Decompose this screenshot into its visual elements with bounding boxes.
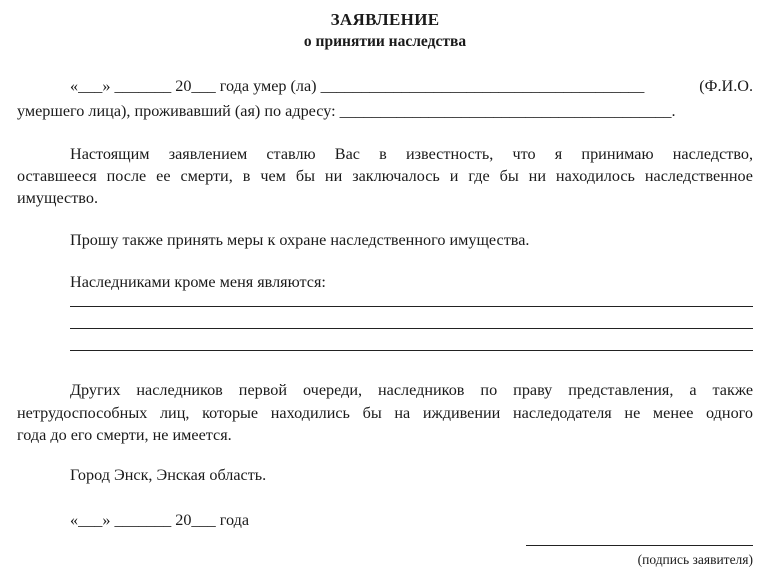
heirs-blank-line-3: [70, 350, 753, 351]
paragraph-1-line-1: Настоящим заявлением ставлю Вас в известность, что я принимаю наследство,: [70, 145, 753, 163]
paragraph-3-line-3: года до его смерти, не имеется.: [17, 426, 232, 444]
paragraph-1-line-3: имущество.: [17, 189, 98, 207]
document-subtitle: о принятии наследства: [303, 33, 467, 50]
paragraph-3-line-1: Других наследников первой очереди, наследников по праву представления, а также: [70, 381, 753, 399]
heirs-label: Наследниками кроме меня являются:: [70, 273, 326, 291]
intro-line-1-text: «___» _______ 20___ года умер (ла) ________________________________________: [70, 77, 645, 95]
city-line: Город Энск, Энская область.: [70, 466, 267, 484]
application-document: [17, 0, 753, 584]
intro-line-1-fio-label: (Ф.И.О.: [699, 77, 753, 95]
intro-line-1: [17, 76, 753, 96]
paragraph-1-line-2: оставшееся после ее смерти, в чем бы ни заключалось и где бы ни находилось наследственное: [17, 167, 753, 185]
signature-line: [526, 545, 753, 546]
heirs-blank-line-2: [70, 328, 753, 329]
paragraph-2: Прошу также принять меры к охране наследственного имущества.: [70, 231, 530, 249]
intro-line-2: умершего лица), проживавший (ая) по адресу: _________________________________________.: [17, 102, 676, 120]
date-line: «___» _______ 20___ года: [70, 511, 250, 529]
signature-caption: (подпись заявителя): [637, 552, 753, 567]
paragraph-3-line-2: нетрудоспособных лиц, которые находились бы на иждивении наследодателя не менее одного: [17, 404, 753, 422]
heirs-blank-line-1: [70, 306, 753, 307]
document-title: ЗАЯВЛЕНИЕ: [330, 10, 440, 29]
